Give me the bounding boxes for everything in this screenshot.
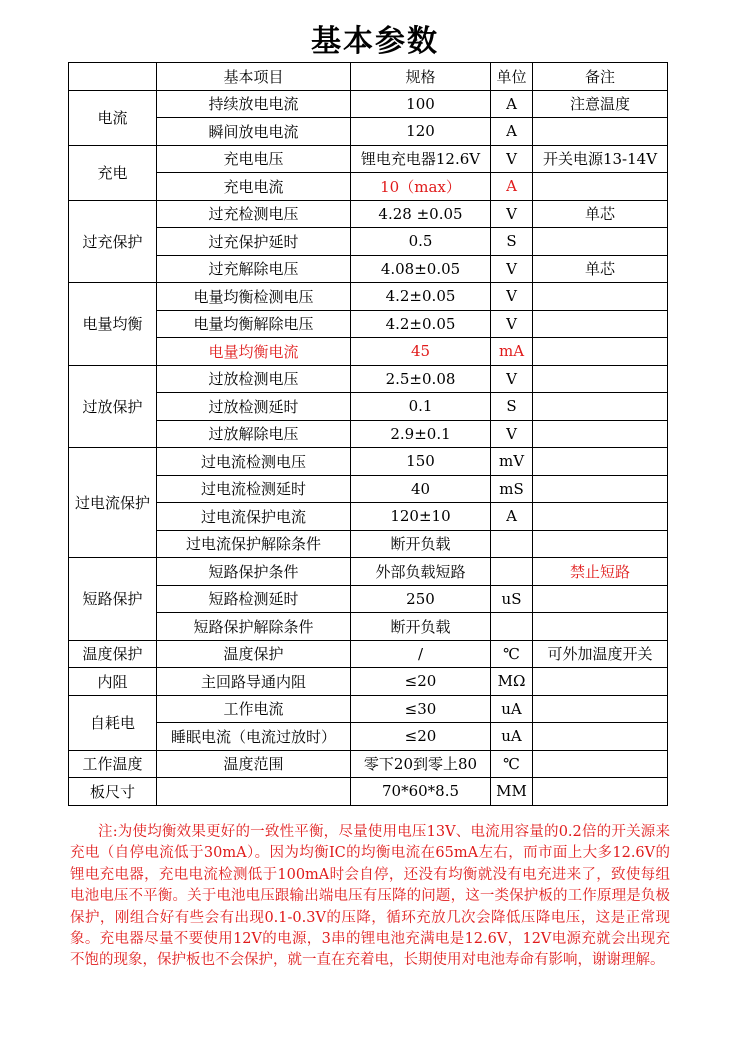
item-cell: 过电流检测延时: [157, 475, 351, 503]
note-cell: [533, 695, 668, 723]
note-cell: [533, 283, 668, 311]
item-cell: 过充保护延时: [157, 228, 351, 256]
spec-cell: 40: [351, 475, 491, 503]
note-cell: [533, 448, 668, 476]
spec-table-body: [69, 90, 668, 805]
table-row: [69, 668, 668, 696]
table-row: [69, 558, 668, 586]
group-name-cell: 温度保护: [69, 640, 157, 668]
note-cell: 单芯: [533, 255, 668, 283]
spec-cell: 120: [351, 118, 491, 146]
note-cell: [533, 173, 668, 201]
note-cell: [533, 118, 668, 146]
note-cell: [533, 613, 668, 641]
item-cell: 电量均衡解除电压: [157, 310, 351, 338]
unit-cell: V: [491, 255, 533, 283]
header-spec: 规格: [351, 63, 491, 91]
group-name-cell: 过充保护: [69, 200, 157, 283]
item-cell: 温度范围: [157, 750, 351, 778]
table-row: [69, 90, 668, 118]
group-name-cell: 工作温度: [69, 750, 157, 778]
table-row: [69, 310, 668, 338]
table-row: [69, 613, 668, 641]
header-blank: [69, 63, 157, 91]
table-row: [69, 750, 668, 778]
note-cell: [533, 530, 668, 558]
spec-cell: /: [351, 640, 491, 668]
group-name-cell: 过电流保护: [69, 448, 157, 558]
table-row: [69, 283, 668, 311]
group-name-cell: 自耗电: [69, 695, 157, 750]
item-cell: 过充检测电压: [157, 200, 351, 228]
item-cell: 短路检测延时: [157, 585, 351, 613]
unit-cell: V: [491, 420, 533, 448]
unit-cell: A: [491, 173, 533, 201]
note-cell: [533, 723, 668, 751]
spec-cell: 4.28 ±0.05: [351, 200, 491, 228]
group-name-cell: 板尺寸: [69, 778, 157, 806]
spec-cell: ≤20: [351, 668, 491, 696]
table-row: [69, 530, 668, 558]
header-item: 基本项目: [157, 63, 351, 91]
spec-cell: 100: [351, 90, 491, 118]
spec-cell: 70*60*8.5: [351, 778, 491, 806]
note-cell: 可外加温度开关: [533, 640, 668, 668]
table-row: [69, 200, 668, 228]
unit-cell: V: [491, 145, 533, 173]
unit-cell: uS: [491, 585, 533, 613]
spec-cell: 10（max）: [351, 173, 491, 201]
spec-cell: 锂电充电器12.6V: [351, 145, 491, 173]
spec-cell: 4.08±0.05: [351, 255, 491, 283]
unit-cell: V: [491, 365, 533, 393]
spec-cell: 120±10: [351, 503, 491, 531]
note-cell: [533, 228, 668, 256]
note-cell: 禁止短路: [533, 558, 668, 586]
table-row: [69, 173, 668, 201]
note-cell: [533, 310, 668, 338]
group-name-cell: 过放保护: [69, 365, 157, 448]
spec-table: [68, 62, 668, 806]
spec-cell: 0.5: [351, 228, 491, 256]
spec-cell: 断开负载: [351, 613, 491, 641]
item-cell: 电量均衡电流: [157, 338, 351, 366]
note-cell: [533, 585, 668, 613]
note-cell: [533, 475, 668, 503]
spec-cell: 4.2±0.05: [351, 310, 491, 338]
item-cell: [157, 778, 351, 806]
spec-cell: 150: [351, 448, 491, 476]
unit-cell: A: [491, 90, 533, 118]
spec-cell: ≤30: [351, 695, 491, 723]
note-cell: [533, 503, 668, 531]
item-cell: 温度保护: [157, 640, 351, 668]
spec-cell: 外部负载短路: [351, 558, 491, 586]
note-cell: [533, 750, 668, 778]
spec-cell: 4.2±0.05: [351, 283, 491, 311]
table-row: [69, 640, 668, 668]
unit-cell: V: [491, 310, 533, 338]
unit-cell: mA: [491, 338, 533, 366]
unit-cell: S: [491, 228, 533, 256]
note-cell: 单芯: [533, 200, 668, 228]
table-header-row: [69, 63, 668, 91]
group-name-cell: 充电: [69, 145, 157, 200]
unit-cell: mS: [491, 475, 533, 503]
page-title: 基本参数: [311, 24, 439, 59]
table-row: [69, 255, 668, 283]
item-cell: 过放检测延时: [157, 393, 351, 421]
item-cell: 过放检测电压: [157, 365, 351, 393]
table-row: [69, 365, 668, 393]
table-row: [69, 475, 668, 503]
table-row: [69, 145, 668, 173]
spec-cell: 2.9±0.1: [351, 420, 491, 448]
item-cell: 工作电流: [157, 695, 351, 723]
item-cell: 短路保护解除条件: [157, 613, 351, 641]
unit-cell: [491, 530, 533, 558]
spec-cell: ≤20: [351, 723, 491, 751]
unit-cell: ℃: [491, 750, 533, 778]
note-cell: [533, 338, 668, 366]
spec-cell: 2.5±0.08: [351, 365, 491, 393]
item-cell: 持续放电电流: [157, 90, 351, 118]
group-name-cell: 内阻: [69, 668, 157, 696]
unit-cell: [491, 558, 533, 586]
note-cell: 开关电源13-14V: [533, 145, 668, 173]
item-cell: 过充解除电压: [157, 255, 351, 283]
note-cell: 注意温度: [533, 90, 668, 118]
item-cell: 充电电流: [157, 173, 351, 201]
unit-cell: V: [491, 200, 533, 228]
unit-cell: [491, 613, 533, 641]
table-row: [69, 393, 668, 421]
table-row: [69, 585, 668, 613]
spec-cell: 45: [351, 338, 491, 366]
spec-cell: 零下20到零上80: [351, 750, 491, 778]
unit-cell: A: [491, 118, 533, 146]
group-name-cell: 短路保护: [69, 558, 157, 641]
table-row: [69, 338, 668, 366]
item-cell: 过电流保护解除条件: [157, 530, 351, 558]
note-cell: [533, 668, 668, 696]
table-row: [69, 778, 668, 806]
item-cell: 主回路导通内阻: [157, 668, 351, 696]
table-row: [69, 503, 668, 531]
unit-cell: S: [491, 393, 533, 421]
item-cell: 电量均衡检测电压: [157, 283, 351, 311]
unit-cell: MΩ: [491, 668, 533, 696]
table-row: [69, 723, 668, 751]
unit-cell: A: [491, 503, 533, 531]
note-cell: [533, 420, 668, 448]
header-note: 备注: [533, 63, 668, 91]
unit-cell: mV: [491, 448, 533, 476]
item-cell: 瞬间放电电流: [157, 118, 351, 146]
unit-cell: MM: [491, 778, 533, 806]
header-unit: 单位: [491, 63, 533, 91]
item-cell: 过放解除电压: [157, 420, 351, 448]
unit-cell: ℃: [491, 640, 533, 668]
item-cell: 过电流检测电压: [157, 448, 351, 476]
note-cell: [533, 365, 668, 393]
table-row: [69, 420, 668, 448]
note-cell: [533, 393, 668, 421]
note-cell: [533, 778, 668, 806]
item-cell: 充电电压: [157, 145, 351, 173]
unit-cell: V: [491, 283, 533, 311]
unit-cell: uA: [491, 723, 533, 751]
item-cell: 短路保护条件: [157, 558, 351, 586]
spec-cell: 断开负载: [351, 530, 491, 558]
table-row: [69, 448, 668, 476]
table-row: [69, 695, 668, 723]
note-paragraph: 注:为使均衡效果更好的一致性平衡，尽量使用电压13V、电流用容量的0.2倍的开关源来充电（自停电流低于30mA）。因为均衡IC的均衡电流在65mA左右，而市面上大多12.6V的锂电充电器，充电电流检测低于100mA时会自停，还没有均衡就没有电充进来了，致使每组电池电压不平衡。关于电池电压跟输出端电压有压降的问题，这一类保护板的工作原理是负极保护，刚组合好有些会有出现0.1-0.3V的压降，循环充放几次会降低压降电压，这是正常现象。充电器尽量不要使用12V的电源，3串的锂电池充满电是12.6V，12V电源充就会出现充不饱的现象，保护板也不会保护，就一直在充着电，长期使用对电池寿命有影响，谢谢理解。: [70, 824, 670, 969]
spec-cell: 0.1: [351, 393, 491, 421]
table-row: [69, 118, 668, 146]
group-name-cell: 电流: [69, 90, 157, 145]
unit-cell: uA: [491, 695, 533, 723]
spec-cell: 250: [351, 585, 491, 613]
item-cell: 过电流保护电流: [157, 503, 351, 531]
item-cell: 睡眠电流（电流过放时）: [157, 723, 351, 751]
table-row: [69, 228, 668, 256]
group-name-cell: 电量均衡: [69, 283, 157, 366]
